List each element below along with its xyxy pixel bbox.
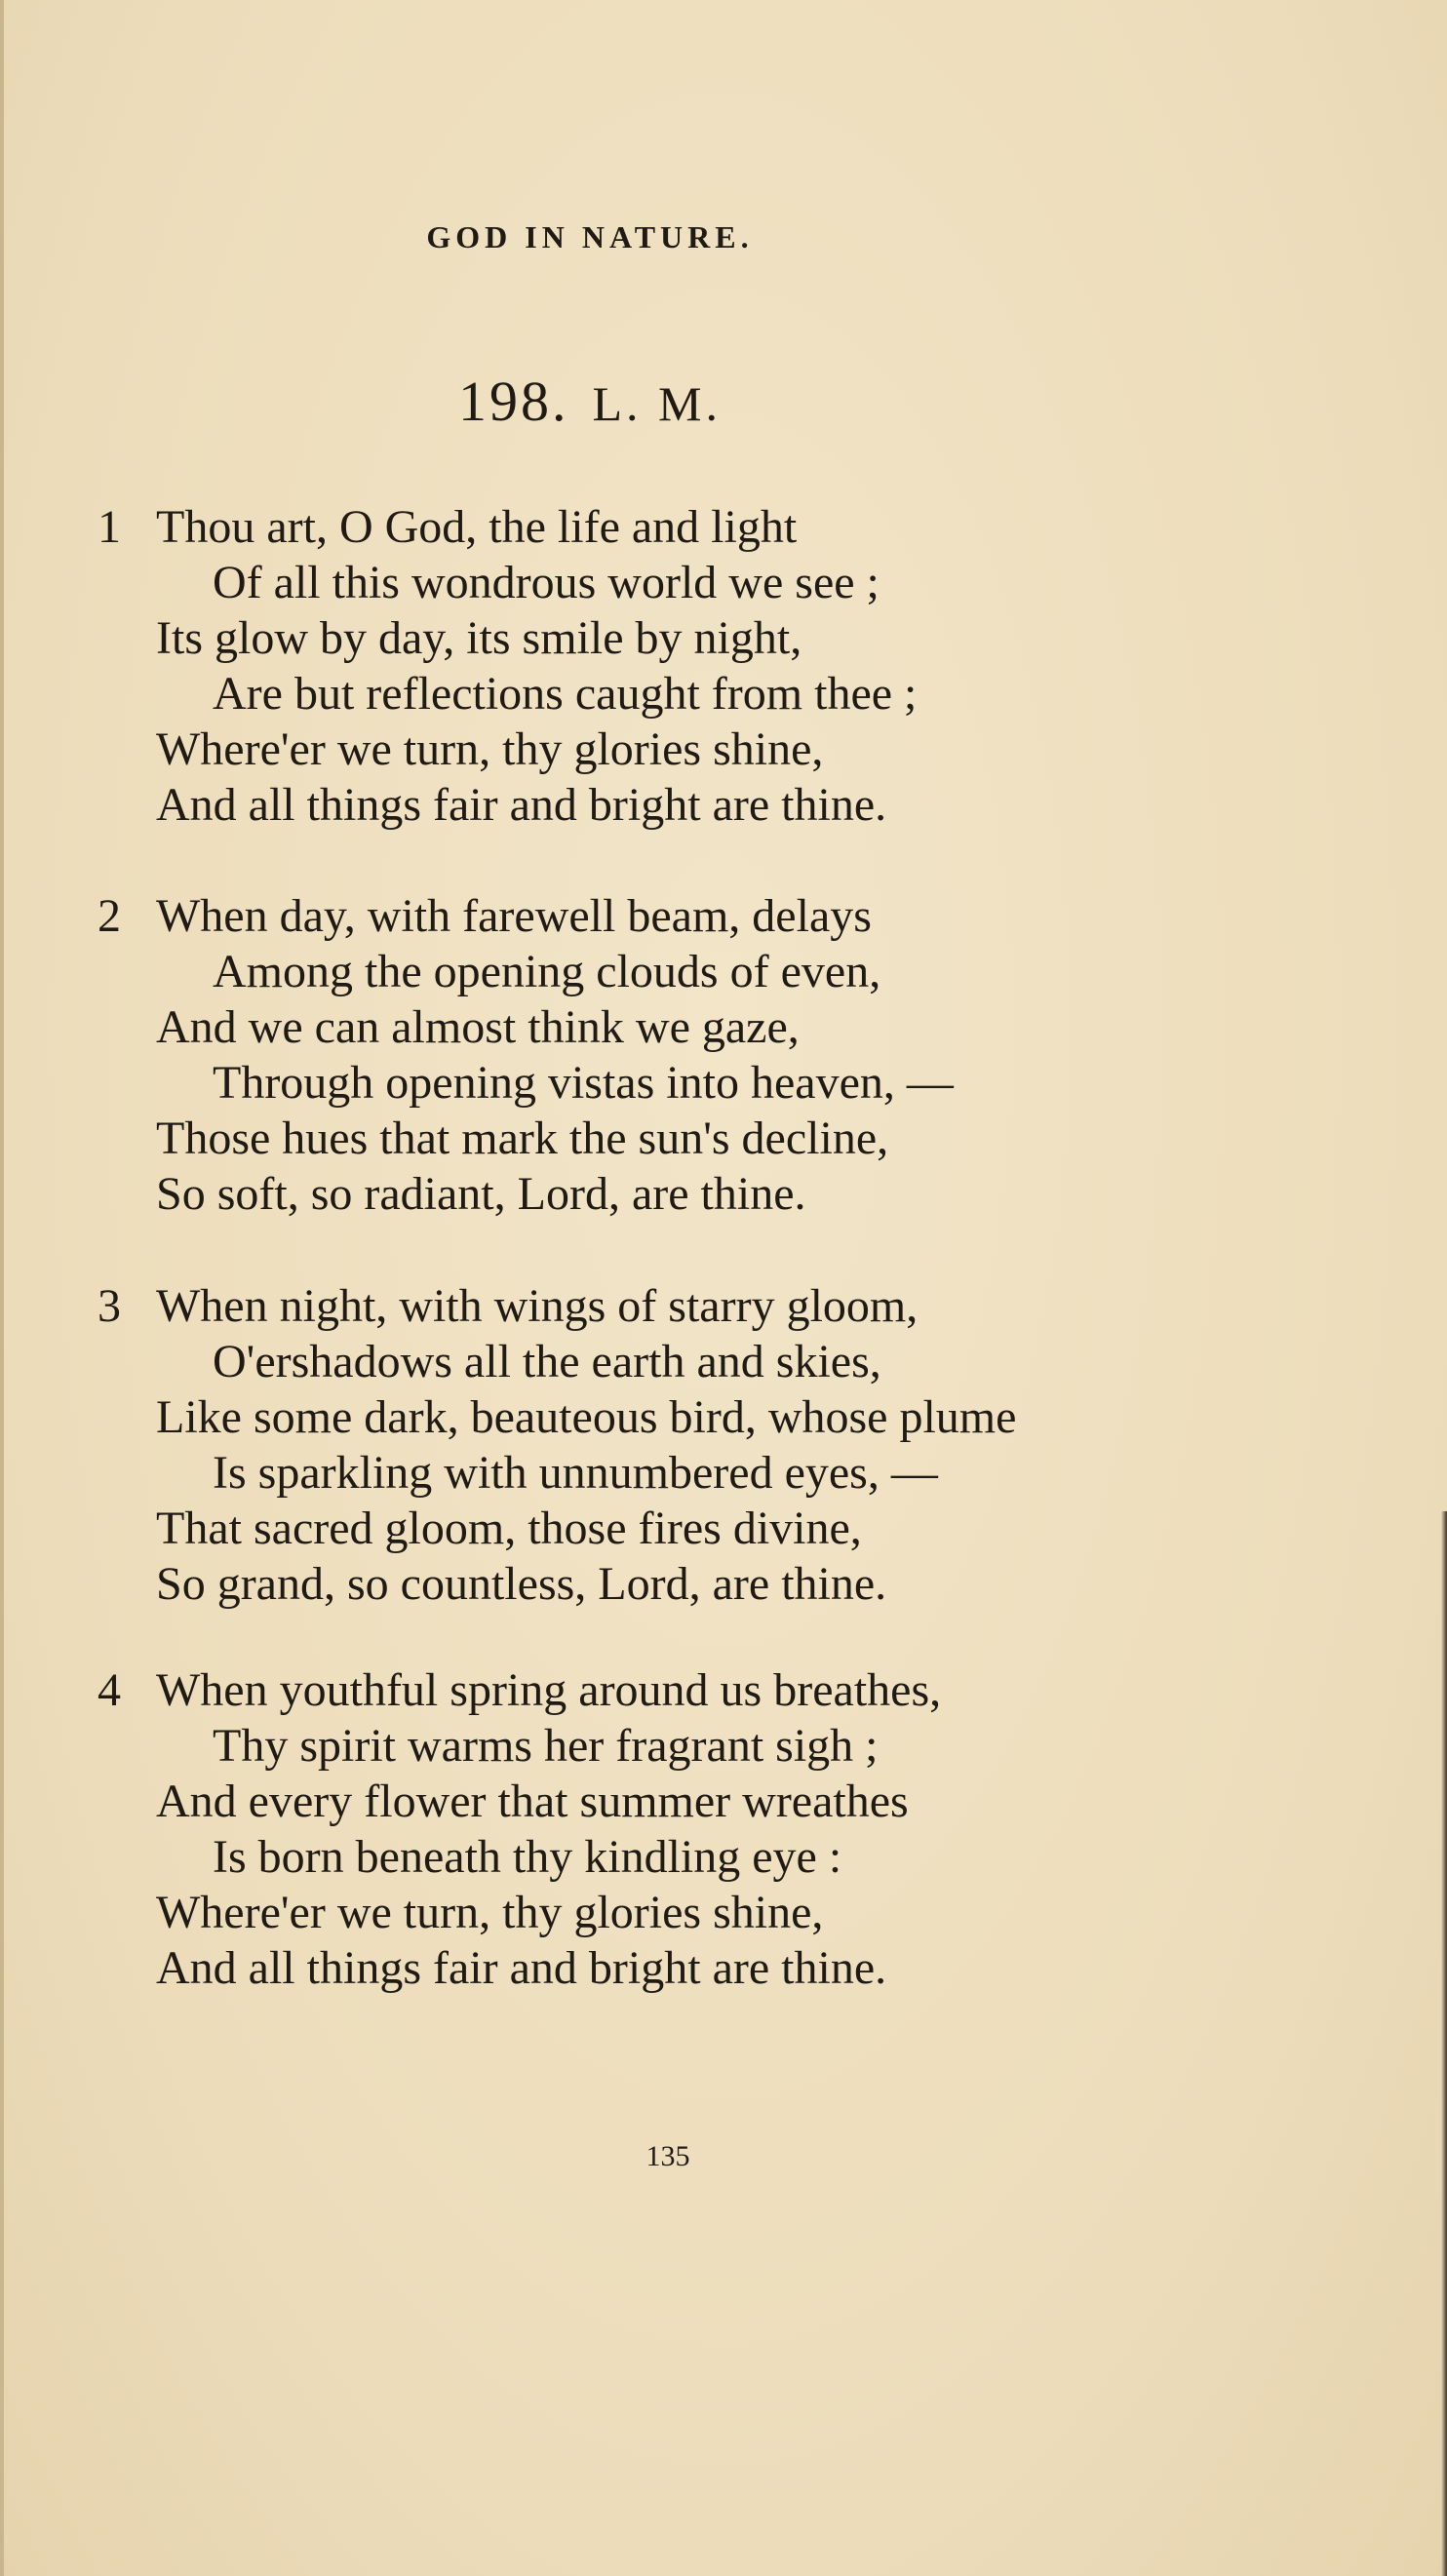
running-head: GOD IN NATURE. [426,219,754,254]
verse-line: And we can almost think we gaze, [156,1001,800,1053]
verse-line: Its glow by day, its smile by night, [156,612,802,664]
verse-line: So soft, so radiant, Lord, are thine. [156,1168,806,1220]
verse-line: That sacred gloom, those fires divine, [156,1503,862,1554]
verse-line: Is sparkling with unnumbered eyes, — [213,1447,938,1499]
verse-line: And all things fair and bright are thine. [156,779,887,831]
stanza-2 [98,888,1268,1222]
hymn-meter: L. M. [592,376,722,431]
verse-line: Through opening vistas into heaven, — [213,1057,954,1109]
verse-line: Where'er we turn, thy glories shine, [156,723,824,775]
stanza-number: 1 [98,501,121,553]
verse-line: When youthful spring around us breathes, [156,1664,942,1716]
stanza-number: 4 [98,1664,121,1716]
verse-line: Those hues that mark the sun's decline, [156,1112,889,1164]
verse-line: O'ershadows all the earth and skies, [213,1336,881,1387]
verse-line: Are but reflections caught from thee ; [213,668,918,720]
verse-line: When day, with farewell beam, delays [156,890,872,942]
hymn-number: 198. [458,370,569,433]
stanza-3 [98,1278,1268,1612]
stanza-number: 3 [98,1280,121,1332]
stanza-1 [98,499,1268,833]
verse-line: Thou art, O God, the life and light [156,501,798,553]
page-right-edge-shadow [1441,1511,1447,2576]
hymn-title [0,369,1180,434]
verse-line: Where'er we turn, thy glories shine, [156,1887,824,1938]
stanza-number: 2 [98,890,121,942]
verse-line: And all things fair and bright are thine. [156,1942,887,1994]
verse-line: And every flower that summer wreathes [156,1776,909,1827]
page-number: 135 [645,2140,690,2172]
verse-line: Among the opening clouds of even, [213,946,881,997]
verse-line: Thy spirit warms her fragrant sigh ; [213,1720,879,1772]
verse-line: Of all this wondrous world we see ; [213,557,880,608]
verse-line: Is born beneath thy kindling eye : [213,1831,842,1883]
verse-line: So grand, so countless, Lord, are thine. [156,1558,887,1610]
verse-line: When night, with wings of starry gloom, [156,1280,919,1332]
verse-line: Like some dark, beauteous bird, whose plume [156,1391,1017,1443]
stanza-4 [98,1662,1268,1996]
